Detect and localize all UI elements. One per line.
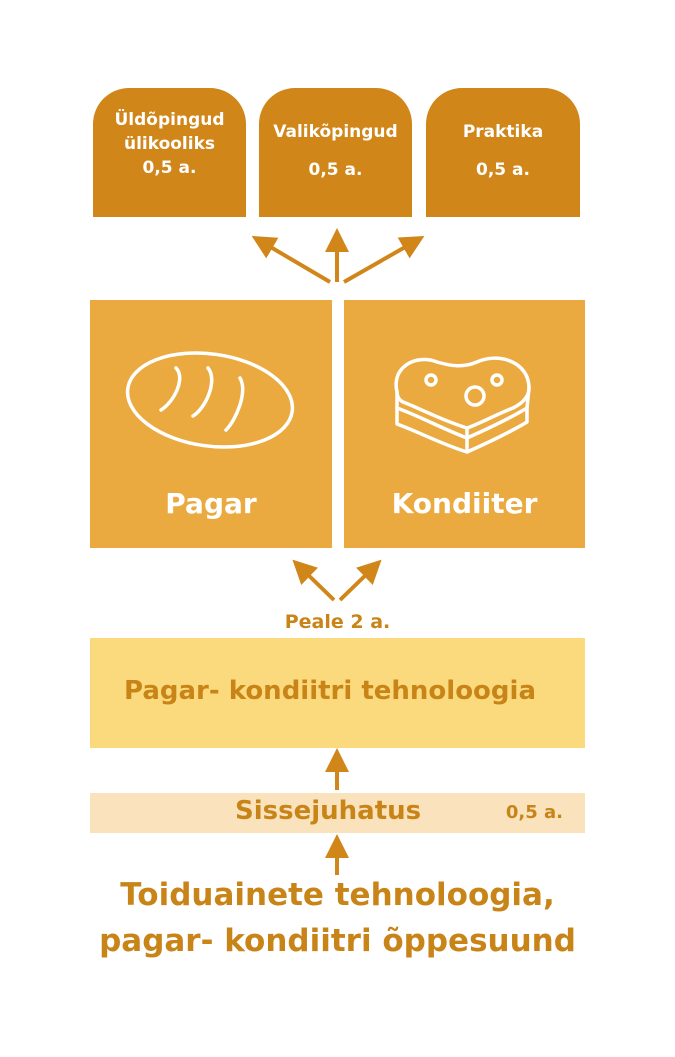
technology-label: Pagar- kondiitri tehnoloogia bbox=[124, 676, 536, 706]
intro-label: Sissejuhatus bbox=[235, 796, 422, 826]
outcome-title-line: ülikooliks bbox=[123, 134, 216, 154]
outcome-title: Valikõpingud bbox=[273, 122, 398, 142]
outcome-title: Praktika bbox=[462, 122, 544, 142]
outcome-duration: 0,5 a. bbox=[476, 160, 530, 180]
outcome-duration: 0,5 a. bbox=[308, 160, 363, 180]
technology-box bbox=[90, 638, 585, 748]
after-duration-label: Peale 2 a. bbox=[284, 611, 391, 633]
specialization-kondiiter bbox=[344, 300, 585, 548]
outcome-duration: 0,5 a. bbox=[142, 158, 197, 178]
specialization-label: Kondiiter bbox=[391, 487, 538, 520]
arrow-to-kondiiter bbox=[340, 568, 373, 600]
arrow-to-pagar bbox=[301, 568, 334, 600]
intro-duration: 0,5 a. bbox=[505, 802, 563, 823]
field-line-2: pagar- kondiitri õppesuund bbox=[99, 923, 576, 959]
field-line-1: Toiduainete tehnoloogia, bbox=[120, 877, 555, 913]
outcome-title-line: Üldõpingud bbox=[114, 110, 225, 130]
specialization-pagar bbox=[90, 300, 332, 548]
cake-icon bbox=[389, 350, 539, 460]
arrow-to-general-studies bbox=[262, 242, 330, 282]
intro-box bbox=[90, 793, 585, 833]
specialization-label: Pagar bbox=[165, 487, 257, 520]
field-of-study bbox=[0, 872, 675, 964]
bread-icon bbox=[124, 350, 300, 450]
arrow-to-internship bbox=[344, 242, 414, 282]
